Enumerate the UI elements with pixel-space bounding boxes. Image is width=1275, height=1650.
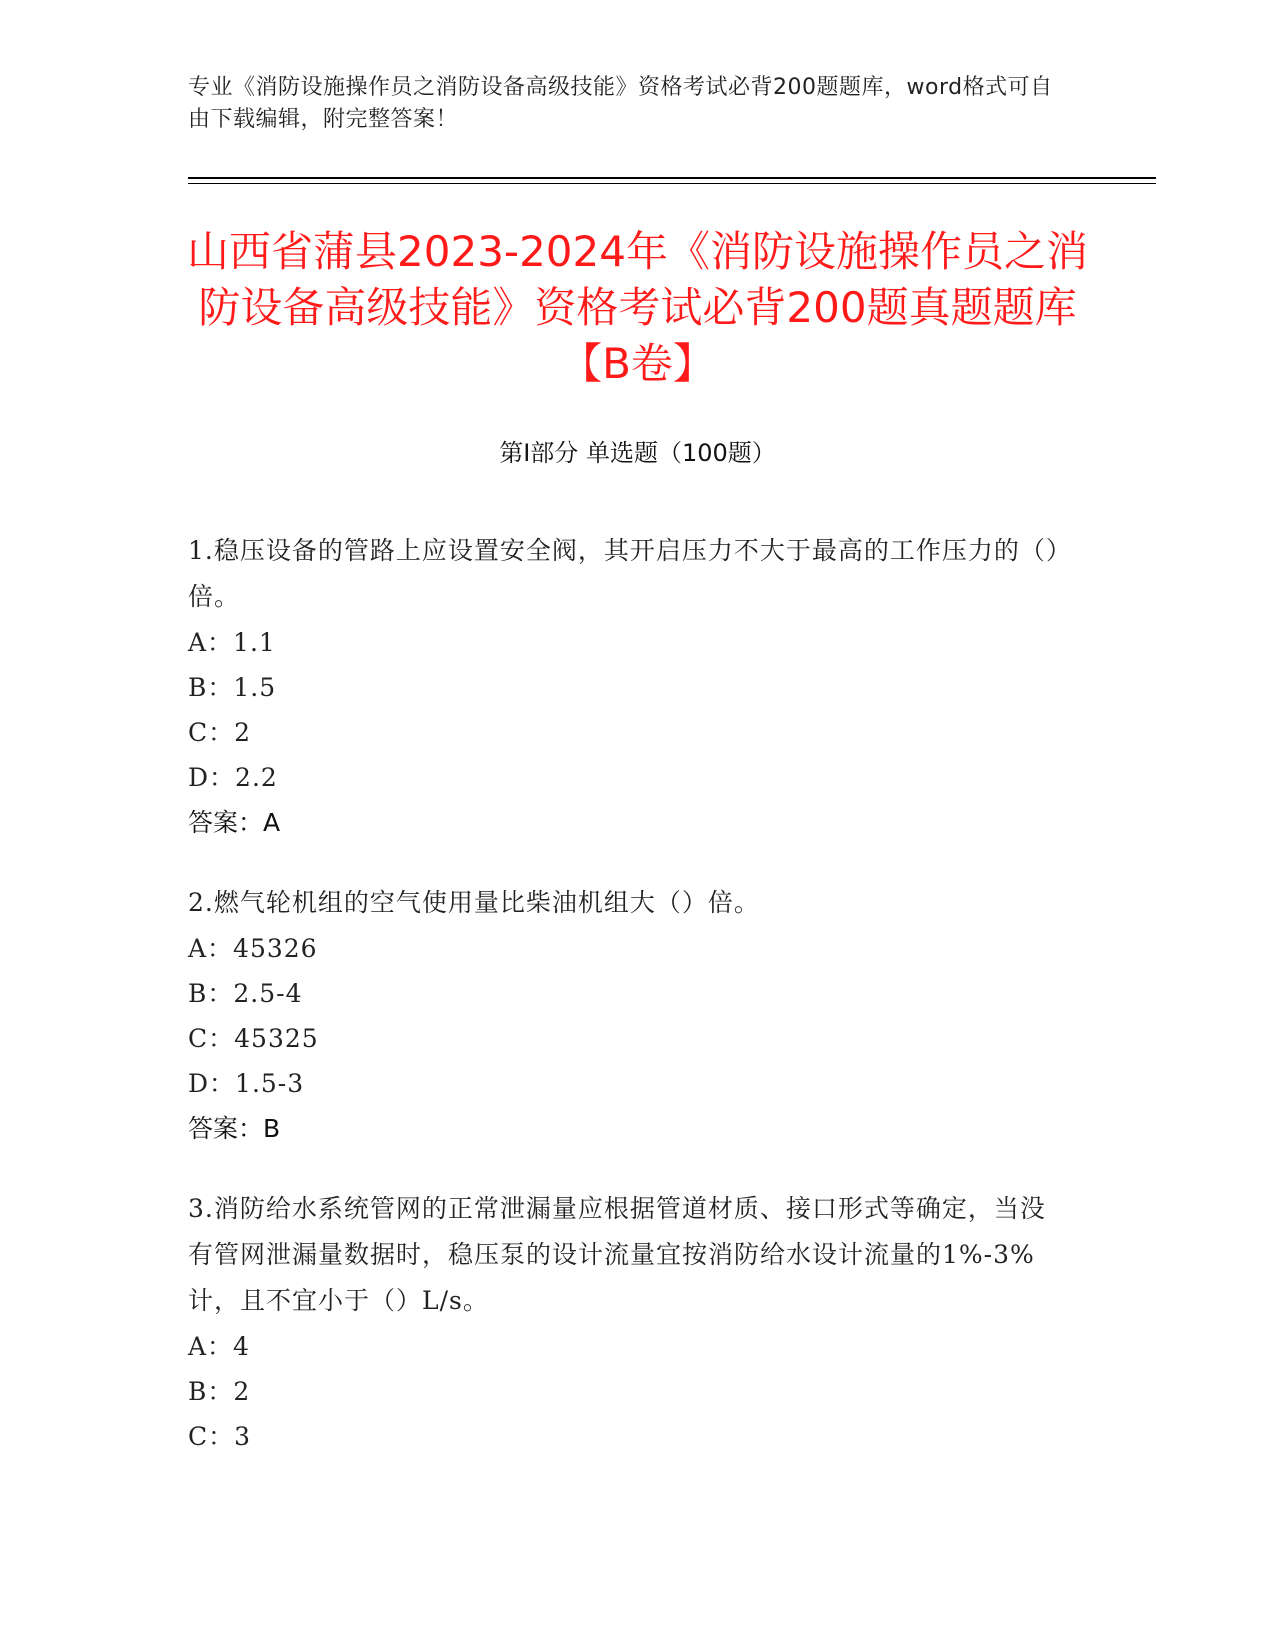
option-a: A：45326 — [188, 934, 318, 963]
document-title: 山西省蒲县2023-2024年《消防设施操作员之消防设备高级技能》资格考试必背200题真题题库【B卷】 — [187, 227, 1088, 388]
option-b: B：1.5 — [188, 673, 277, 702]
option-c: C：45325 — [188, 1024, 319, 1053]
question-stem: 1.稳压设备的管路上应设置安全阀，其开启压力不大于最高的工作压力的（）倍。 — [188, 536, 1060, 611]
answer: 答案：A — [188, 808, 281, 837]
header-note: 专业《消防设施操作员之消防设备高级技能》资格考试必背200题题库，word格式可自由下载编辑，附完整答案！ — [188, 75, 1053, 132]
option-d: D：2.2 — [188, 763, 278, 792]
question-stem: 3.消防给水系统管网的正常泄漏量应根据管道材质、接口形式等确定，当没有管网泄漏量数据时，稳压泵的设计流量宜按消防给水设计流量的1%-3%计，且不宜小于（）L/s。 — [188, 1194, 1046, 1315]
header-divider-thick — [188, 177, 1156, 179]
question-1 — [188, 528, 1068, 846]
option-a: A：1.1 — [188, 628, 276, 657]
question-2 — [188, 880, 1068, 1152]
option-c: C：2 — [188, 718, 252, 747]
question-list — [188, 528, 1068, 1493]
question-stem: 2.燃气轮机组的空气使用量比柴油机组大（）倍。 — [188, 888, 760, 917]
option-b: B：2 — [188, 1377, 251, 1406]
option-c: C：3 — [188, 1422, 252, 1451]
answer: 答案：B — [188, 1114, 281, 1143]
option-b: B：2.5-4 — [188, 979, 303, 1008]
option-a: A：4 — [188, 1332, 250, 1361]
option-d: D：1.5-3 — [188, 1069, 305, 1098]
header-divider-thin — [188, 183, 1156, 184]
question-3 — [188, 1186, 1068, 1459]
section-title: 第Ⅰ部分 单选题（100题） — [499, 439, 776, 467]
